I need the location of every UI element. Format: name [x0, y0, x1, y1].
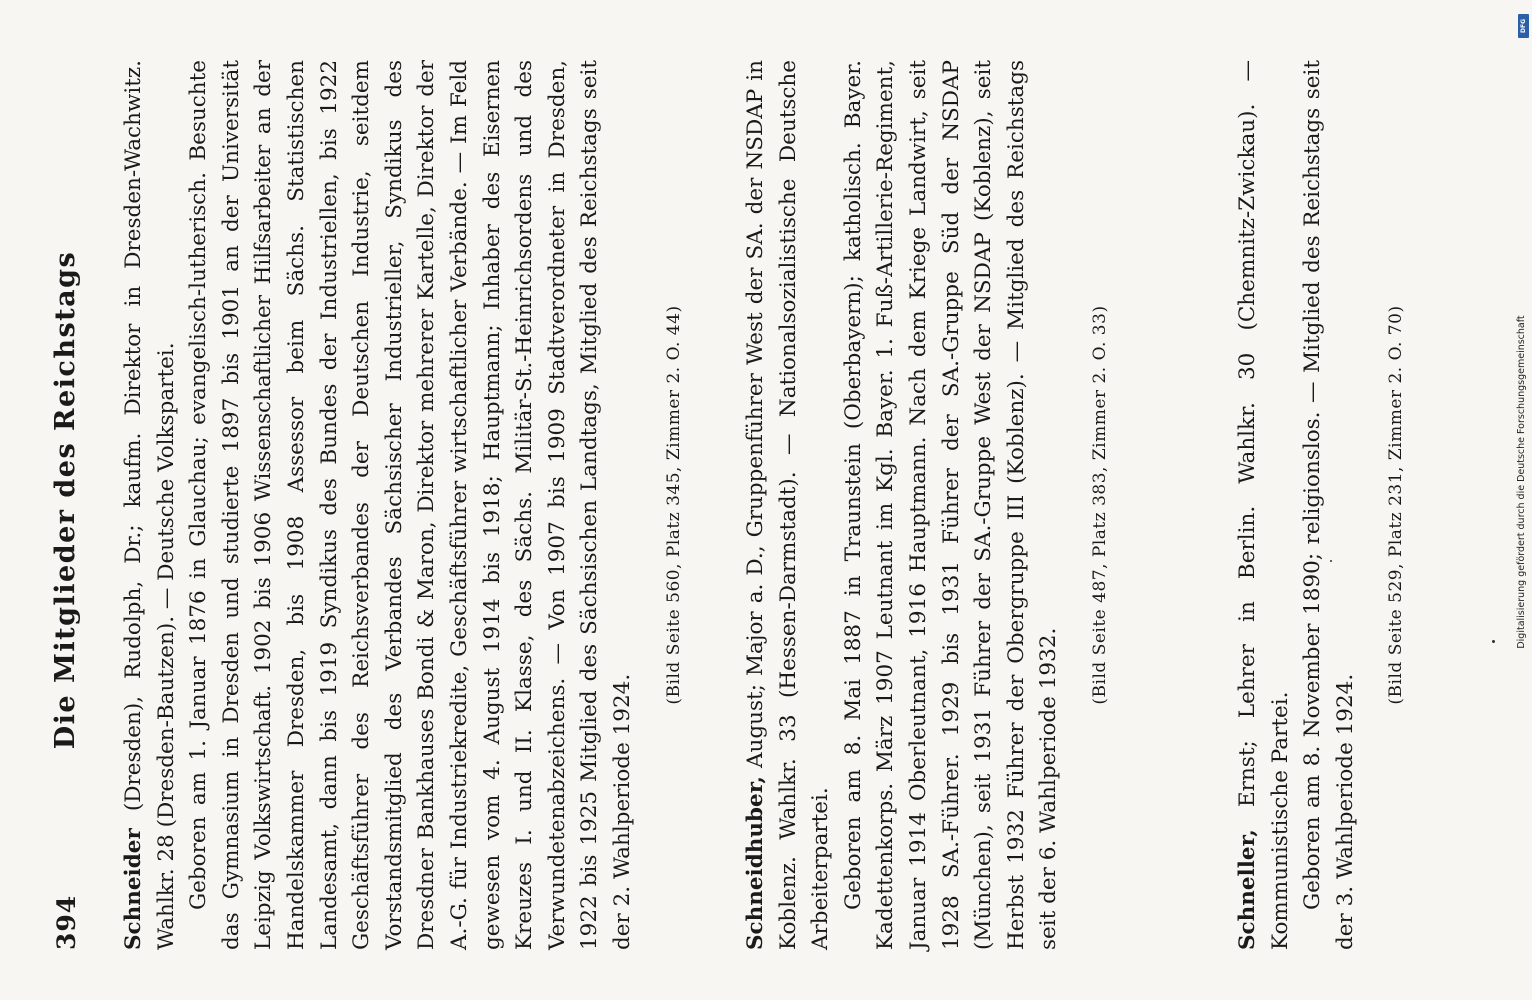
member-name: Schneidhuber,	[743, 776, 768, 950]
entry-lead	[740, 60, 838, 950]
page-number: 394	[52, 894, 81, 950]
member-lead-text: August; Major a. D., Gruppenführer West der SA. der NSDAP in Koblenz. Wahlkr. 33 (Hessen-Darmstadt). — Nationalsozialistische Deutsche Arbeiterpartei.	[743, 60, 834, 950]
member-name: Schneller,	[1235, 829, 1260, 950]
member-entry	[1232, 60, 1408, 950]
member-entry	[740, 60, 1112, 950]
biography-paragraph: Geboren am 8. November 1890; religionslos. — Mitglied des Reichstags seit der 3. Wahlperiode 1924.	[1300, 60, 1358, 950]
picture-reference: (Bild Seite 529, Platz 231, Zimmer 2. O. 70)	[1386, 305, 1407, 705]
picture-reference: (Bild Seite 487, Platz 383, Zimmer 2. O. 33)	[1089, 305, 1110, 705]
member-lead-text: (Dresden), Rudolph, Dr.; kaufm. Direktor in Dresden-Wachwitz. Wahlkr. 28 (Dresden-Bautzen). — Deutsche Volkspartei.	[121, 60, 179, 950]
member-lead-text: Ernst; Lehrer in Berlin. Wahlkr. 30 (Chemnitz-Zwickau). — Kommunistische Partei.	[1235, 60, 1293, 950]
dfg-logo: DFG	[1518, 14, 1529, 38]
entry-lead	[118, 60, 183, 950]
entry-lead	[1232, 60, 1297, 950]
print-speck	[1330, 560, 1332, 562]
member-name: Schneider	[121, 828, 146, 950]
member-entry	[118, 60, 686, 950]
page-header	[50, 40, 90, 960]
digitization-credit	[1516, 12, 1530, 992]
biography-paragraph: Geboren am 1. Januar 1876 in Glauchau; evangelisch-lutherisch. Besuchte das Gymnasium in Dresden und studierte 1897 bis 1901 an der Universität Leipzig Volkswirtschaft. 1902 bis 1906 Wissenschaftlicher Hilfsarbeiter an der Handelskammer Dresden, bis 1908 Assessor beim Sächs. Statistischen Landesamt, dann bis 1919 Syndikus des Bundes der Industriellen, bis 1922 Geschäftsführer des Reichsverbandes der Deutschen Industrie, seitdem Vorstandsmitglied des Verbandes Sächsischer Industrieller, Syndikus des Dresdner Bankhauses Bondi & Maron, Direktor mehrerer Kartelle, Direktor der A.-G. für Industriekredite, Geschäftsführer wirtschaftlicher Verbände. — Im Feld gewesen vom 4. August 1914 bis 1918; Hauptmann; Inhaber des Eisernen Kreuzes I. und II. Klasse, des Sächs. Militär-St.-Heinrichsordens und des Verwundetenabzeichens. — Von 1907 bis 1909 Stadtverordneter in Dresden, 1922 bis 1925 Mitglied des Sächsischen Landtags, Mitglied des Reichstags seit der 2. Wahlperiode 1924.	[186, 60, 635, 950]
biography-paragraph: Geboren am 8. Mai 1887 in Traunstein (Oberbayern); katholisch. Bayer. Kadettenkorps. März 1907 Leutnant im Kgl. Bayer. 1. Fuß-Artillerie-Regiment, Januar 1914 Oberleutnant, 1916 Hauptmann. Nach dem Kriege Landwirt, seit 1928 SA.-Führer. 1929 bis 1931 Führer der SA.-Gruppe Süd der NSDAP (München), seit 1931 Führer der SA.-Gruppe West der NSDAP (Koblenz), seit Herbst 1932 Führer der Obergruppe III (Koblenz). — Mitglied des Reichstags seit der 6. Wahlperiode 1932.	[840, 60, 1062, 950]
print-speck	[1492, 640, 1495, 643]
digitization-credit-text: Digitalisierung gefördert durch die Deutsche Forschungsgemeinschaft	[1516, 315, 1527, 649]
picture-reference: (Bild Seite 560, Platz 345, Zimmer 2. O. 44)	[663, 305, 684, 705]
rotated-text-block	[50, 40, 1480, 960]
running-head: Die Mitglieder des Reichstags	[50, 250, 81, 750]
